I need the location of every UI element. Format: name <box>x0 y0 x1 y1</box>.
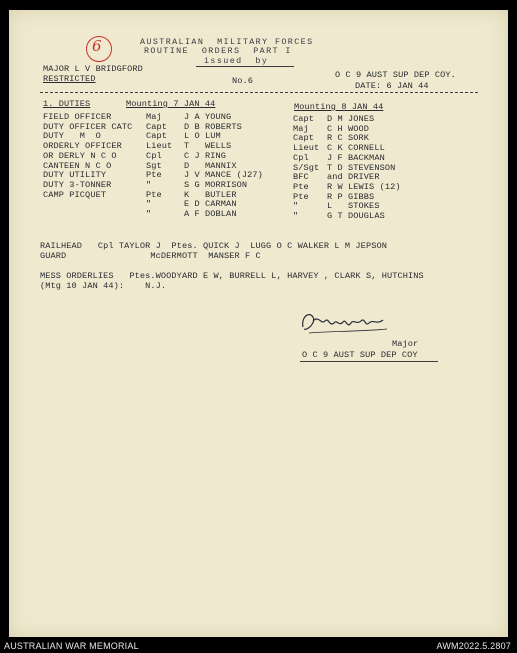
restricted-label: RESTRICTED <box>43 74 96 84</box>
roster-7-rank: " <box>146 179 152 190</box>
roster-7-rank: " <box>146 209 152 219</box>
header-issued-by: issued by <box>204 56 269 66</box>
roster-8-name: L STOKES <box>327 201 380 212</box>
signature-underline <box>300 361 438 362</box>
roster-7-rank: Capt <box>146 121 168 132</box>
roster-7-name: S G MORRISON <box>184 179 248 190</box>
roster-8-rank: " <box>293 201 299 212</box>
roster-8-name: J F BACKMAN <box>327 152 385 163</box>
roster-7-name: D B ROBERTS <box>184 121 242 132</box>
annotation-number: 6 <box>92 37 102 55</box>
roster-7-duty: DUTY UTILITY <box>43 170 107 181</box>
roster-8-name: T D STEVENSON <box>327 162 396 173</box>
roster-7-rank: Maj <box>146 112 162 122</box>
header-line-2: ROUTINE ORDERS PART I <box>144 46 292 56</box>
footer-reference: AWM2022.5.2807 <box>436 641 511 651</box>
guard-line: GUARD McDERMOTT MANSER F C <box>40 251 261 261</box>
roster-8-name: R W LEWIS (12) <box>327 181 401 192</box>
duties-heading: 1. DUTIES <box>43 99 91 109</box>
roster-7-duty: DUTY 3-TONNER <box>43 179 112 190</box>
roster-8-name: C K CORNELL <box>327 143 385 154</box>
roster-7-name: J A YOUNG <box>184 112 232 122</box>
mounting-8-heading: Mounting 8 JAN 44 <box>294 102 384 112</box>
roster-8-name: G T DOUGLAS <box>327 211 385 221</box>
roster-8-rank: S/Sgt <box>293 162 320 173</box>
roster-7-rank: Sgt <box>146 160 162 171</box>
roster-7-rank: Cpl <box>146 150 162 161</box>
roster-7-name: K BUTLER <box>184 189 237 200</box>
header-rule <box>196 66 294 67</box>
mess-orderlies-line: MESS ORDERLIES Ptes.WOODYARD E W, BURRELL L, HARVEY , CLARK S, HUTCHINS <box>40 271 424 281</box>
unit-name: O C 9 AUST SUP DEP COY. <box>335 70 456 80</box>
header-divider <box>40 92 478 93</box>
signatory-unit: O C 9 AUST SUP DEP COY <box>302 350 418 360</box>
footer-source: AUSTRALIAN WAR MEMORIAL <box>4 641 139 651</box>
roster-8-rank: Pte <box>293 191 309 202</box>
signatory-rank: Major <box>392 339 419 349</box>
header-line-1: AUSTRALIAN MILITARY FORCES <box>140 37 314 47</box>
roster-8-rank: " <box>293 211 299 221</box>
roster-8-name: R C SORK <box>327 133 370 144</box>
roster-7-rank: Pte <box>146 189 162 200</box>
order-date: DATE: 6 JAN 44 <box>355 81 429 91</box>
roster-8-rank: BFC <box>293 172 309 183</box>
roster-7-name: C J RING <box>184 150 227 161</box>
roster-7-rank: Lieut <box>146 141 173 152</box>
roster-7-name: D MANNIX <box>184 160 237 171</box>
roster-8-name: D M JONES <box>327 114 375 124</box>
roster-7-duty: DUTY OFFICER CATC <box>43 121 133 132</box>
roster-7-name: L O LUM <box>184 131 221 142</box>
roster-8-rank: Capt <box>293 133 315 144</box>
mounting-7-heading: Mounting 7 JAN 44 <box>126 99 216 109</box>
roster-7-name: A F DOBLAN <box>184 209 237 219</box>
railhead-line: RAILHEAD Cpl TAYLOR J Ptes. QUICK J LUGG O C WALKER L M JEPSON <box>40 241 387 251</box>
roster-8-name: R P GIBBS <box>327 191 375 202</box>
officer-name: MAJOR L V BRIDGFORD <box>43 64 143 74</box>
roster-7-duty: ORDERLY OFFICER <box>43 141 122 152</box>
roster-7-duty: CANTEEN N C O <box>43 160 112 171</box>
roster-7-rank: Capt <box>146 131 168 142</box>
roster-7-name: E D CARMAN <box>184 199 237 210</box>
roster-7-rank: " <box>146 199 152 210</box>
roster-7-duty: CAMP PICQUET <box>43 189 107 200</box>
roster-8-rank: Lieut <box>293 143 320 154</box>
roster-8-rank: Maj <box>293 123 309 134</box>
roster-7-duty: FIELD OFFICER <box>43 112 112 122</box>
roster-8-rank: Cpl <box>293 152 309 163</box>
roster-8-name: and DRIVER <box>327 172 380 183</box>
roster-8-rank: Pte <box>293 181 309 192</box>
order-number: No.6 <box>232 76 254 86</box>
mess-orderlies-mounting: (Mtg 10 JAN 44): N.J. <box>40 281 167 291</box>
roster-7-name: T WELLS <box>184 141 232 152</box>
handwritten-signature <box>299 305 391 339</box>
roster-7-duty: OR DERLY N C O <box>43 150 117 161</box>
roster-8-name: C H WOOD <box>327 123 370 134</box>
roster-7-duty: DUTY M O <box>43 131 101 142</box>
roster-7-name: J V MANCE (J27) <box>184 170 263 181</box>
roster-8-rank: Capt <box>293 114 315 124</box>
roster-7-rank: Pte <box>146 170 162 181</box>
